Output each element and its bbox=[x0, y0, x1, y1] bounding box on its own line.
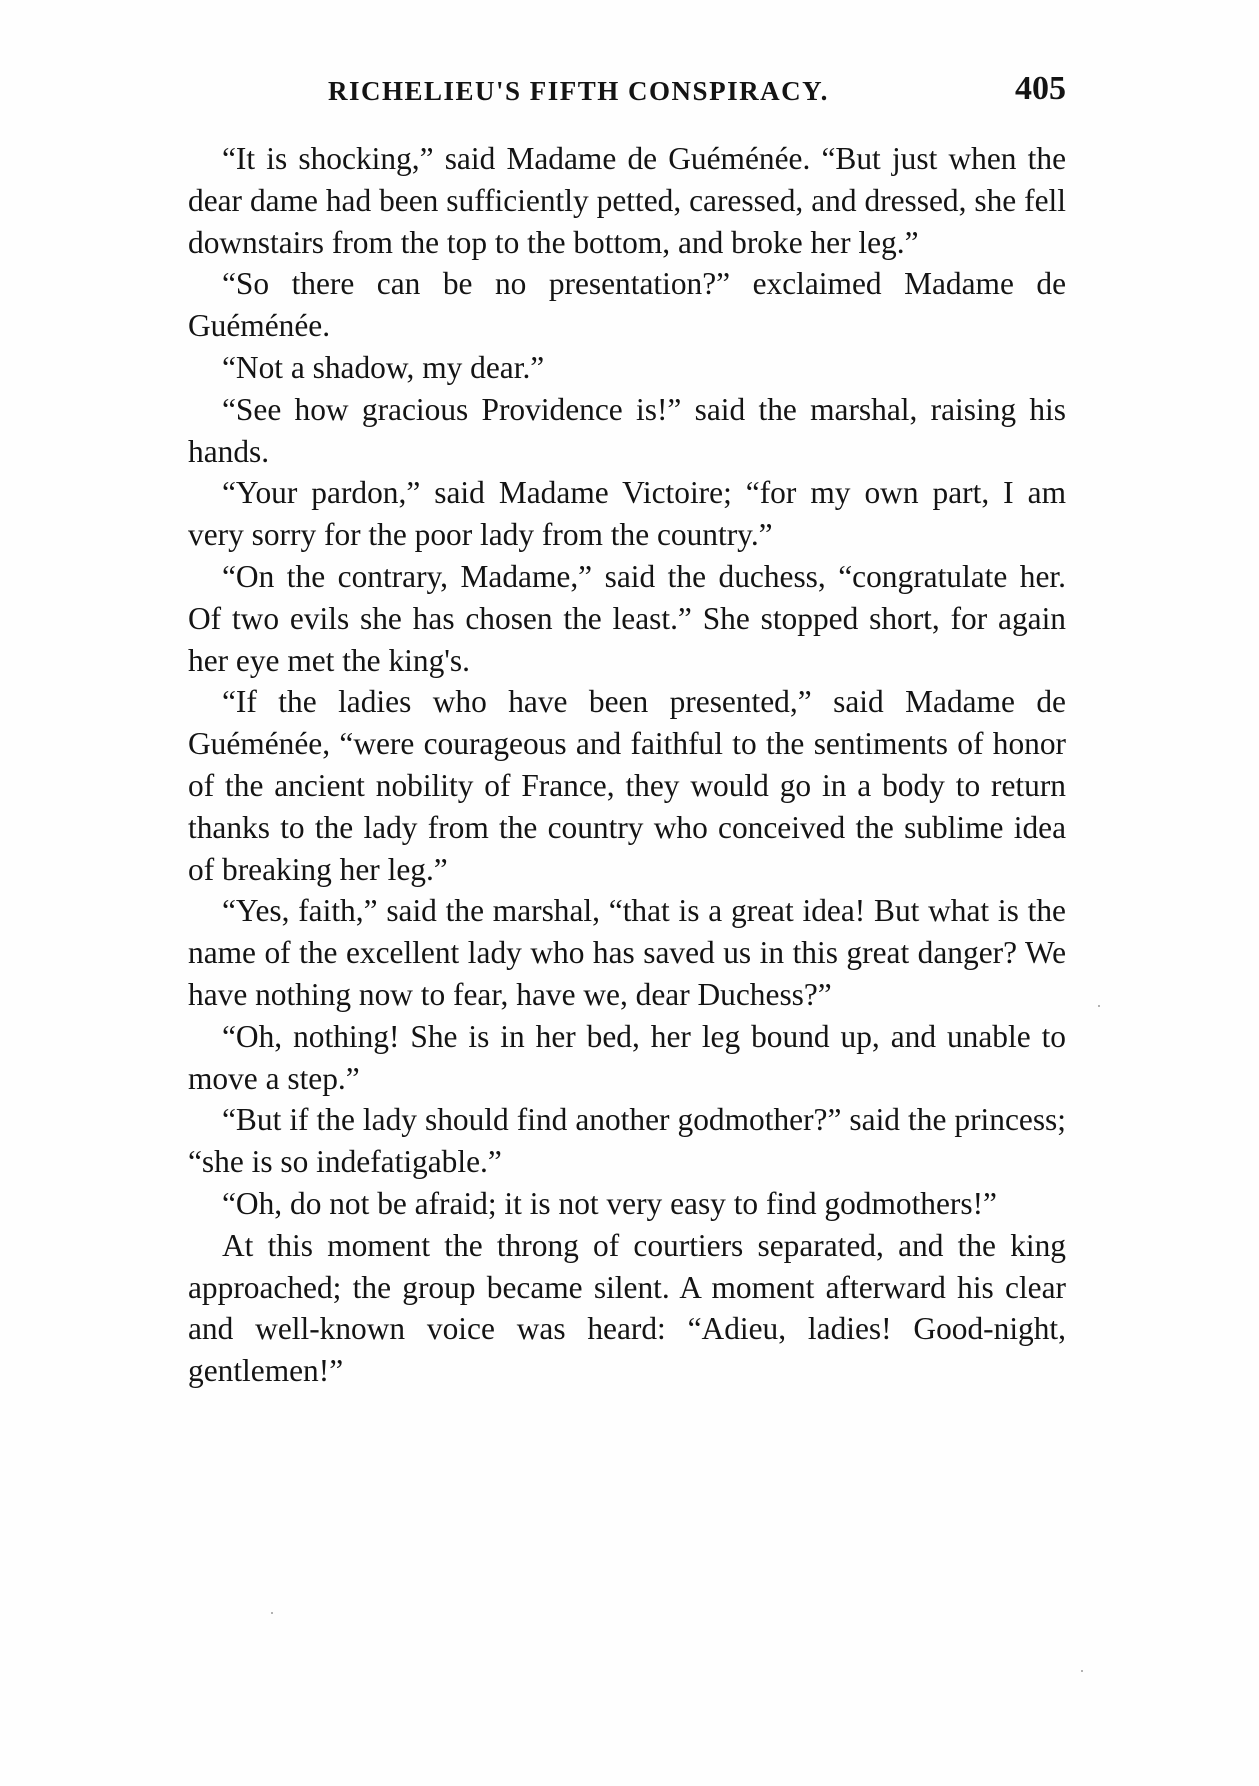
paragraph: “But if the lady should find another godmother?” said the princess; “she is so indefatigable.” bbox=[188, 1102, 1066, 1180]
paragraph: “If the ladies who have been presented,” said Madame de Guéménée, “were courageous and faithful to the sentiments of honor of the ancient nobility of France, they would go in a body to return thanks to the lady from the country who conceived the sublime idea of breaking her leg.” bbox=[188, 684, 1066, 887]
paragraph: At this moment the throng of courtiers separated, and the king approached; the group became silent. A moment afterward his clear and well-known voice was heard: “Adieu, ladies! Good-night, gentlemen!” bbox=[188, 1227, 1066, 1389]
paragraph: “Not a shadow, my dear.” bbox=[222, 349, 545, 385]
page-number: 405 bbox=[1015, 70, 1066, 107]
running-title: RICHELIEU'S FIFTH CONSPIRACY. bbox=[328, 76, 829, 106]
paper-speck bbox=[1081, 1670, 1083, 1672]
paper-speck bbox=[1098, 1005, 1100, 1007]
page-header bbox=[188, 70, 1066, 120]
paragraph: “Yes, faith,” said the marshal, “that is a great idea! But what is the name of the excellent lady who has saved us in this great danger? We have nothing now to fear, have we, dear Duchess?” bbox=[188, 893, 1066, 1012]
paragraph: “It is shocking,” said Madame de Guéménée. “But just when the dear dame had been sufficiently petted, caressed, and dressed, she fell downstairs from the top to the bottom, and broke her leg.” bbox=[188, 141, 1066, 260]
paragraph: “See how gracious Providence is!” said the marshal, raising his hands. bbox=[188, 391, 1066, 469]
paragraph: “Oh, nothing! She is in her bed, her leg bound up, and unable to move a step.” bbox=[188, 1018, 1066, 1096]
body-text bbox=[188, 138, 1066, 1392]
paper-speck bbox=[271, 1612, 273, 1614]
paragraph: “Your pardon,” said Madame Victoire; “for my own part, I am very sorry for the poor lady from the country.” bbox=[188, 475, 1066, 553]
paragraph: “So there can be no presentation?” exclaimed Madame de Guéménée. bbox=[188, 266, 1066, 344]
paragraph: “Oh, do not be afraid; it is not very easy to find godmothers!” bbox=[222, 1185, 997, 1221]
paragraph: “On the contrary, Madame,” said the duchess, “congratulate her. Of two evils she has chosen the least.” She stopped short, for again her eye met the king's. bbox=[188, 558, 1066, 678]
